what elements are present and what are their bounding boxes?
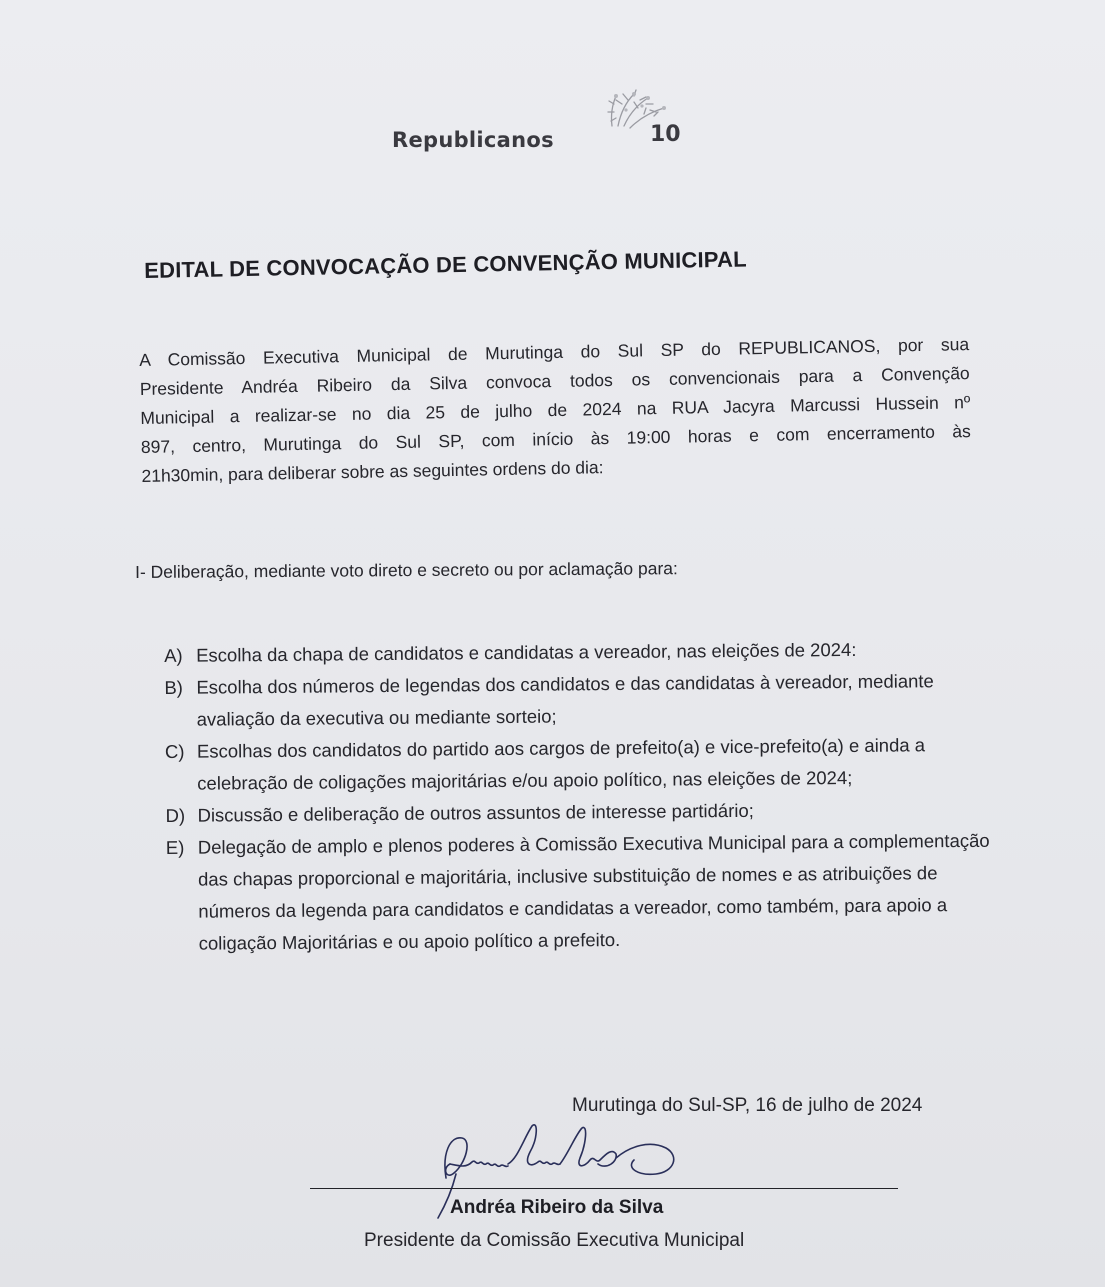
signature-line — [310, 1188, 898, 1189]
agenda-list — [160, 633, 1003, 960]
intro-line: Presidente Andréa Ribeiro da Silva convoca todos os convencionais para a Convenção — [139, 363, 970, 399]
list-item-letter: C) — [164, 740, 185, 762]
list-item-text: Escolha da chapa de candidatos e candidatas a vereador, nas eleições de 2024: — [196, 638, 857, 666]
list-item-text: Escolha dos números de legendas dos candidatos e das candidatas à vereador, mediante avaliação da executiva ou mediante sorteio; — [196, 670, 934, 730]
signer-role: Presidente da Comissão Executiva Municipal — [364, 1230, 745, 1251]
intro-line: 21h30min, para deliberar sobre as seguintes ordens do dia: — [141, 457, 604, 486]
document-title: EDITAL DE CONVOCAÇÃO DE CONVENÇÃO MUNICIPAL — [144, 246, 747, 283]
list-item — [162, 825, 1003, 960]
logo-number: 10 — [650, 122, 681, 147]
place-date: Murutinga do Sul-SP, 16 de julho de 2024 — [572, 1095, 923, 1116]
list-item-letter: E) — [165, 836, 185, 858]
list-item-text: Discussão e deliberação de outros assuntos de interesse partidário; — [197, 799, 754, 826]
intro-line: 897, centro, Murutinga do Sul SP, com início às 19:00 horas e com encerramento às — [140, 421, 971, 457]
list-item-text: Delegação de amplo e plenos poderes à Comissão Executiva Municipal para a complementação das chapas proporcional e majoritária, inclusive substituição de nomes e as atribuições de números da legenda para candidatos e candidatas a vereador, como também, para apoio a coligação Majoritárias e ou apoio político a prefeito. — [197, 829, 990, 954]
list-item — [161, 729, 1002, 800]
intro-paragraph — [139, 330, 972, 491]
signer-name: Andréa Ribeiro da Silva — [450, 1197, 664, 1218]
list-item-letter: B) — [164, 676, 184, 698]
intro-line: A Comissão Executiva Municipal de Murutinga do Sul SP do REPUBLICANOS, por sua — [139, 334, 970, 370]
logo-text: Republicanos — [392, 128, 554, 152]
list-item-letter: D) — [165, 804, 186, 826]
list-item — [160, 665, 1001, 736]
list-item-text: Escolhas dos candidatos do partido aos cargos de prefeito(a) e vice-prefeito(a) e ainda a celebração de coligações majoritárias e/ou apoio político, nas eleições de 2024; — [196, 734, 926, 794]
deliberation-heading: I- Deliberação, mediante voto direto e secreto ou por aclamação para: — [135, 558, 678, 582]
list-item-letter: A) — [164, 644, 183, 666]
party-logo — [388, 88, 698, 158]
intro-line: Municipal a realizar-se no dia 25 de julho de 2024 na RUA Jacyra Marcussi Hussein nº — [140, 392, 971, 428]
